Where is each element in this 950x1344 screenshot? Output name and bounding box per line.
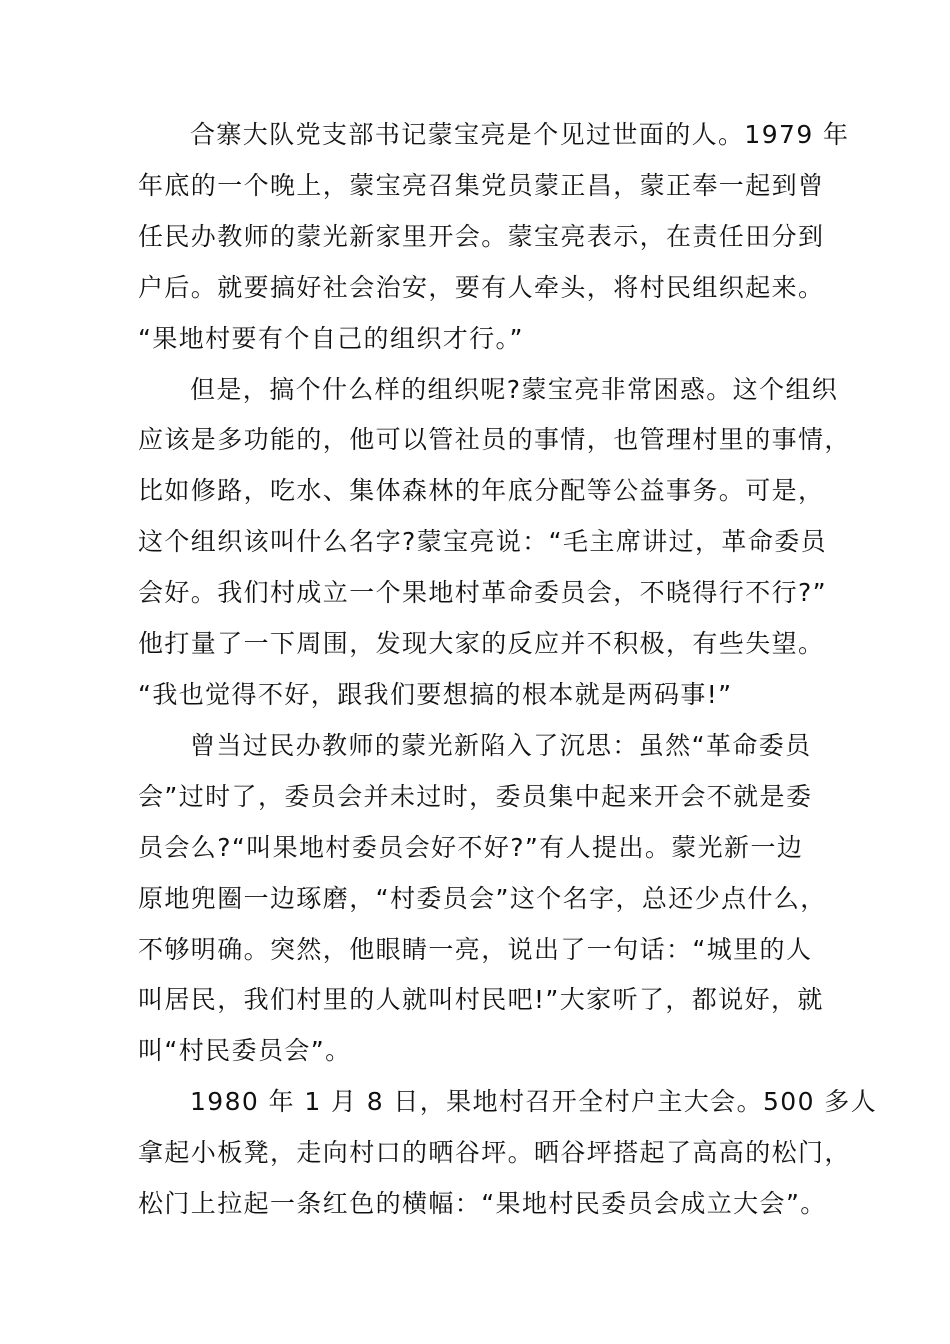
paragraph-3-line-6: 叫居民，我们村里的人就叫村民吧!”大家听了，都说好，就 [138, 985, 824, 1015]
paragraph-2-line-6: 他打量了一下周围，发现大家的反应并不积极，有些失望。 [138, 629, 825, 659]
paragraph-1-line-3: 任民办教师的蒙光新家里开会。蒙宝亮表示，在责任田分到 [138, 221, 825, 251]
paragraph-3-line-4: 原地兜圈一边琢磨，“村委员会”这个名字，总还少点什么， [138, 883, 827, 913]
paragraph-3 [138, 721, 827, 1077]
paragraph-3-line-7: 叫“村民委员会”。 [138, 1036, 352, 1066]
paragraph-2-line-4: 这个组织该叫什么名字?蒙宝亮说：“毛主席讲过，革命委员 [138, 527, 828, 557]
paragraph-3-line-2: 会”过时了，委员会并未过时，委员集中起来开会不就是委 [138, 781, 813, 811]
paragraph-2-line-7: “我也觉得不好，跟我们要想搞的根本就是两码事!” [138, 679, 733, 709]
paragraph-2 [138, 365, 851, 721]
paragraph-2-line-5: 会好。我们村成立一个果地村革命委员会，不晓得行不行?” [138, 578, 828, 608]
body-text [138, 110, 878, 1230]
paragraph-3-line-1: 曾当过民办教师的蒙光新陷入了沉思：虽然“革命委员 [190, 730, 812, 760]
paragraph-4-line-1: 1980 年 1 月 8 日，果地村召开全村户主大会。500 多人 [190, 1087, 878, 1117]
paragraph-1-line-4: 户后。就要搞好社会治安，要有人牵头，将村民组织起来。 [138, 272, 825, 302]
paragraph-1-line-5: “果地村要有个自己的组织才行。” [138, 323, 524, 353]
paragraph-1 [138, 110, 850, 365]
paragraph-2-line-3: 比如修路，吃水、集体森林的年底分配等公益事务。可是， [138, 476, 825, 506]
paragraph-3-line-5: 不够明确。突然，他眼睛一亮，说出了一句话：“城里的人 [138, 934, 813, 964]
paragraph-4-line-3: 松门上拉起一条红色的横幅：“果地村民委员会成立大会”。 [138, 1189, 827, 1219]
paragraph-3-line-3: 员会么?“叫果地村委员会好不好?”有人提出。蒙光新一边 [138, 832, 804, 862]
paragraph-1-line-2: 年底的一个晚上，蒙宝亮召集党员蒙正昌，蒙正奉一起到曾 [138, 170, 825, 200]
paragraph-2-line-1: 但是，搞个什么样的组织呢?蒙宝亮非常困惑。这个组织 [190, 374, 839, 404]
paragraph-4 [138, 1077, 878, 1230]
paragraph-1-line-1: 合寨大队党支部书记蒙宝亮是个见过世面的人。1979 年 [190, 120, 850, 149]
paragraph-2-line-2: 应该是多功能的，他可以管社员的事情，也管理村里的事情， [138, 425, 851, 455]
paragraph-4-line-2: 拿起小板凳，走向村口的晒谷坪。晒谷坪搭起了高高的松门， [138, 1138, 851, 1168]
